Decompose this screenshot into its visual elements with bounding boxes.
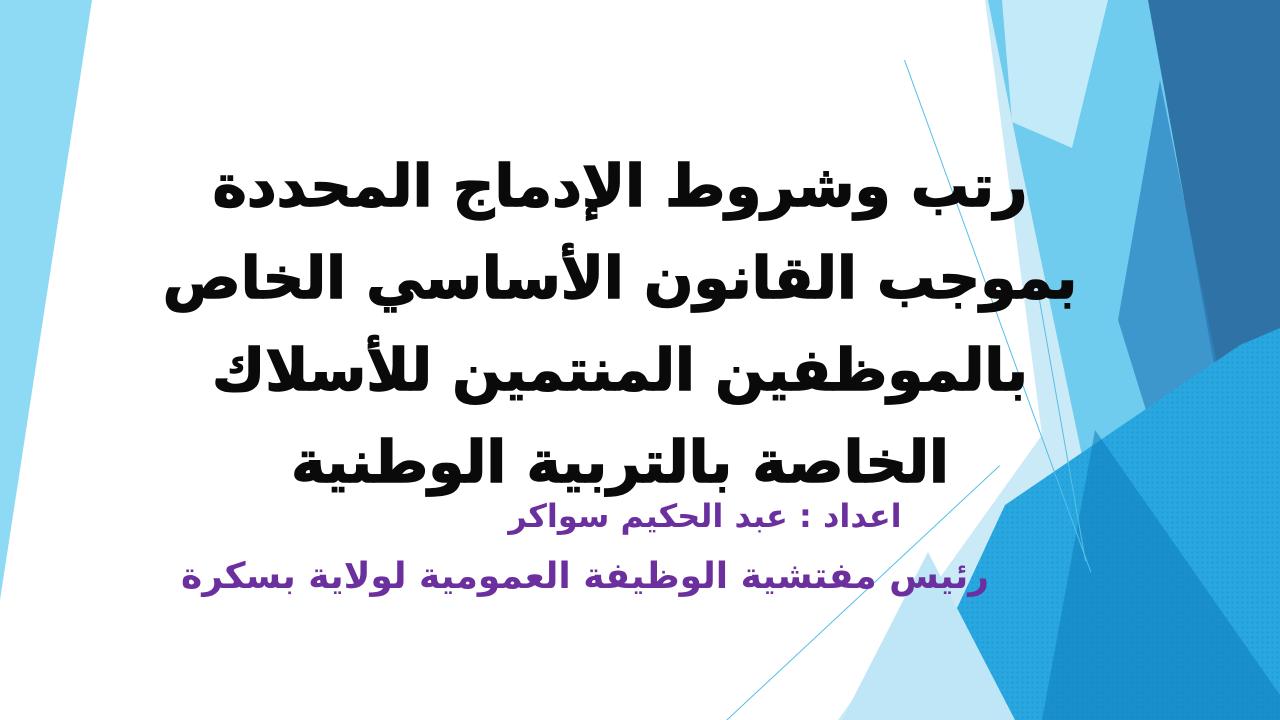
subtitle-author-line: اعداد : عبد الحكيم سواكر [508,497,902,535]
title-line: الخاصة بالتربية الوطنية [291,428,949,496]
title-line: رتب وشروط الإدماج المحددة [212,152,1028,220]
title-line: بالموظفين المنتمين للأسلاك [212,336,1028,404]
slide-title [150,140,1090,508]
subtitle-role-line: رئيس مفتشية الوظيفة العمومية لولاية بسكرة [181,556,989,597]
title-line: بموجب القانون الأساسي الخاص [162,244,1078,312]
